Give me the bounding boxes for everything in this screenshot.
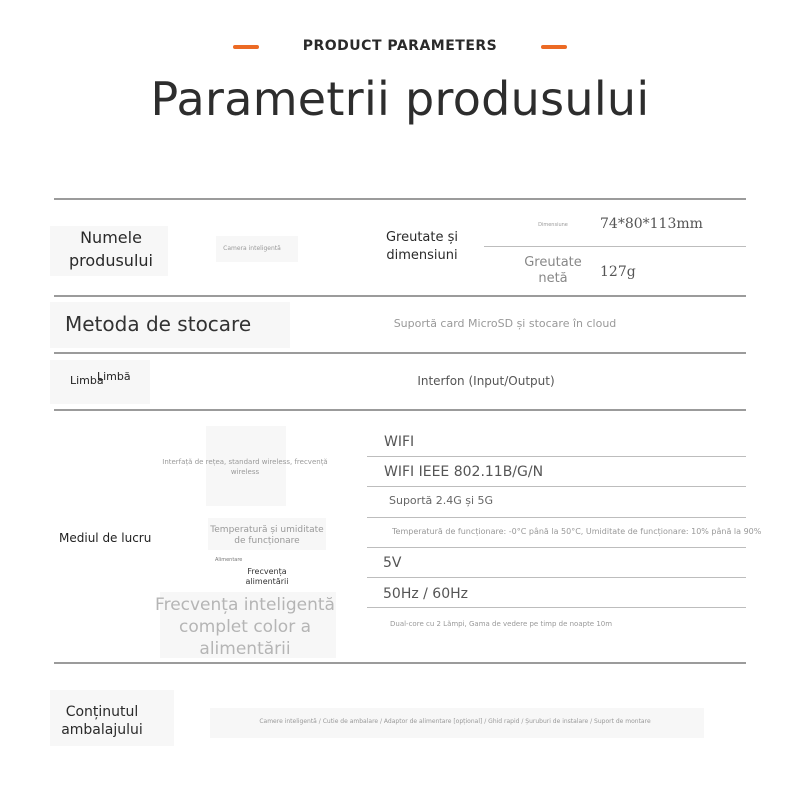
- value-net-weight: 127g: [600, 264, 636, 280]
- value-language: Interfon (Input/Output): [417, 374, 555, 388]
- env-value-power: 5V: [383, 555, 402, 571]
- label-package-1: Conținutul: [65, 704, 139, 720]
- label-product-name-2: produsului: [69, 251, 153, 270]
- header-subtitle: PRODUCT PARAMETERS: [302, 38, 498, 54]
- label-weight-dims-2: dimensiuni: [386, 248, 458, 263]
- divider-dims-inner: [484, 246, 746, 247]
- label-storage: Metoda de stocare: [65, 312, 252, 336]
- sub-network-2: wireless: [230, 468, 260, 476]
- divider-row2: [54, 352, 746, 354]
- env-value-frequency: 50Hz / 60Hz: [383, 586, 468, 602]
- page-title: Parametrii produsului: [150, 72, 650, 126]
- sub-power-freq-2: alimentării: [245, 577, 289, 586]
- label-net-weight-1: Greutate: [524, 255, 582, 270]
- divider-top: [54, 198, 746, 200]
- label-language-b: Limbă: [97, 370, 131, 383]
- value-product-name: Camera inteligentă: [223, 245, 281, 252]
- sub-temp-1: Temperatură și umiditate: [210, 525, 324, 535]
- label-package-2: ambalajului: [61, 722, 143, 738]
- divider-env-5: [367, 577, 746, 578]
- label-environment: Mediul de lucru: [59, 531, 152, 545]
- label-dimension: Dimensiune: [538, 222, 568, 228]
- env-value-night-vision: Dual-core cu 2 Lămpi, Gama de vedere pe timp de noapte 10m: [390, 620, 613, 628]
- divider-env-6: [367, 607, 746, 608]
- sub-power-freq-1: Frecvența: [247, 567, 287, 576]
- env-value-temp: Temperatură de funcționare: -0°C până la 50°C, Umiditate de funcționare: 10% până la 90%: [392, 527, 762, 536]
- sub-temp-2: de funcționare: [234, 536, 300, 546]
- divider-env-1: [367, 456, 746, 457]
- sub-power-small: Alimentare: [215, 557, 243, 563]
- label-language-a: Limba: [70, 374, 104, 387]
- divider-env-3: [367, 517, 746, 518]
- sub-bg-network: [206, 426, 286, 506]
- divider-row1: [54, 295, 746, 297]
- sub-big-3: alimentării: [199, 639, 291, 659]
- label-weight-dims-1: Greutate și: [385, 230, 459, 245]
- value-dimension: 74*80*113mm: [600, 216, 703, 232]
- value-package: Camere inteligentă / Cutie de ambalare / Adaptor de alimentare [opțional] / Ghid rapid / Șuruburi de instalare / Suport de montare: [259, 718, 651, 725]
- divider-row4: [54, 662, 746, 664]
- divider-env-2: [367, 486, 746, 487]
- divider-env-4: [367, 547, 746, 548]
- label-net-weight-2: netă: [538, 271, 568, 286]
- value-storage: Suportă card MicroSD și stocare în cloud: [393, 317, 617, 330]
- divider-row3: [54, 409, 746, 411]
- sub-big-1: Frecvența inteligentă: [155, 595, 335, 615]
- label-product-name-1: Numele: [80, 228, 142, 247]
- env-value-band: Suportă 2.4G și 5G: [389, 494, 494, 507]
- sub-big-2: complet color a: [178, 617, 312, 637]
- env-value-standard: WIFI IEEE 802.11B/G/N: [384, 464, 544, 480]
- env-value-wifi: WIFI: [384, 434, 415, 450]
- sub-network-1: Interfață de rețea, standard wireless, frecvență: [162, 458, 328, 466]
